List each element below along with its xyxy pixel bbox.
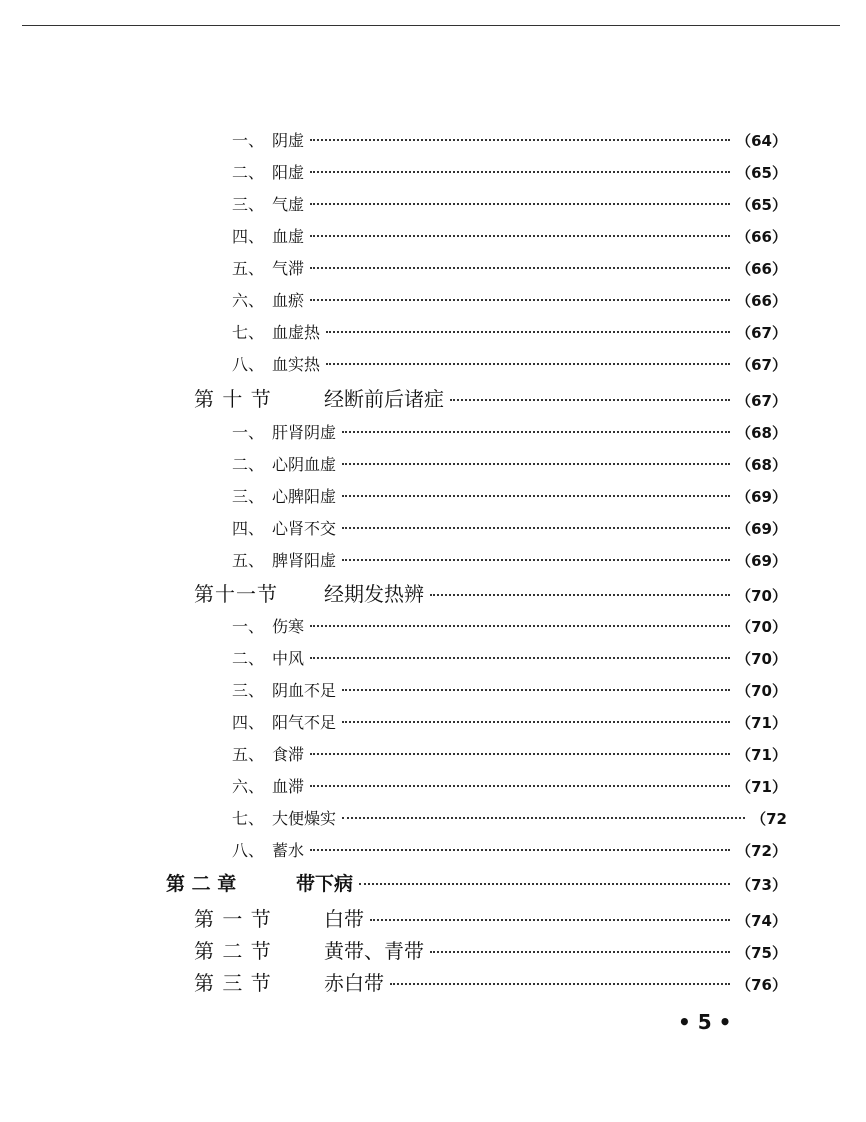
- entry-number: 五、: [232, 745, 265, 764]
- entry-page: （76）: [736, 976, 787, 994]
- entry-page: （73）: [736, 876, 787, 894]
- entry-title: 肝肾阴虚: [272, 423, 337, 442]
- entry-page: （72: [751, 810, 787, 828]
- toc-entry: [232, 320, 787, 343]
- section-title: 经断前后诸症: [324, 387, 444, 411]
- dot-leader: [310, 235, 730, 237]
- dot-leader: [342, 463, 730, 465]
- entry-page: （71）: [736, 778, 787, 796]
- dot-leader: [430, 951, 730, 953]
- entry-number: 六、: [232, 291, 265, 310]
- chapter-number: 第 二 章: [166, 873, 237, 895]
- section-number: 第 一 节: [194, 907, 272, 931]
- dot-leader: [310, 753, 730, 755]
- section-title: 黄带、青带: [324, 939, 424, 963]
- section-title: 赤白带: [324, 971, 384, 995]
- dot-leader: [310, 657, 730, 659]
- dot-leader: [342, 817, 745, 819]
- entry-number: 五、: [232, 551, 265, 570]
- toc-entry: [232, 838, 787, 861]
- entry-title: 血滞: [272, 777, 305, 796]
- entry-number: 七、: [232, 809, 265, 828]
- entry-page: （67）: [736, 392, 787, 410]
- entry-title: 大便燥实: [272, 809, 337, 828]
- entry-title: 气滞: [272, 259, 305, 278]
- toc-entry: [232, 742, 787, 765]
- entry-number: 二、: [232, 455, 265, 474]
- entry-number: 四、: [232, 519, 265, 538]
- entry-page: （69）: [736, 552, 787, 570]
- entry-page: （74）: [736, 912, 787, 930]
- toc-entry: [232, 128, 787, 151]
- entry-number: 八、: [232, 355, 265, 374]
- section-number: 第 十 节: [194, 387, 272, 411]
- toc-entry: [232, 352, 787, 375]
- dot-leader: [342, 721, 730, 723]
- section-title: 经期发热辨: [324, 582, 424, 606]
- dot-leader: [310, 267, 730, 269]
- dot-leader: [310, 203, 730, 205]
- toc-entry: [232, 452, 787, 475]
- toc-entry: [232, 516, 787, 539]
- dot-leader: [310, 139, 730, 141]
- entry-number: 六、: [232, 777, 265, 796]
- entry-title: 阴虚: [272, 131, 305, 150]
- toc-entry: [232, 420, 787, 443]
- toc-entry: [232, 256, 787, 279]
- toc-entry: [232, 160, 787, 183]
- entry-number: 三、: [232, 681, 265, 700]
- dot-leader: [342, 431, 730, 433]
- entry-number: 八、: [232, 841, 265, 860]
- toc-entry: [232, 774, 787, 797]
- entry-page: （64）: [736, 132, 787, 150]
- dot-leader: [326, 363, 730, 365]
- entry-number: 七、: [232, 323, 265, 342]
- entry-title: 伤寒: [272, 617, 305, 636]
- entry-number: 四、: [232, 713, 265, 732]
- entry-page: （70）: [736, 650, 787, 668]
- toc-section: [194, 383, 787, 412]
- toc-section: [194, 967, 787, 996]
- entry-page: （67）: [736, 324, 787, 342]
- section-number: 第 三 节: [194, 971, 272, 995]
- entry-title: 心肾不交: [272, 519, 337, 538]
- entry-title: 阳气不足: [272, 713, 337, 732]
- section-number: 第十一节: [194, 582, 278, 606]
- entry-page: （70）: [736, 618, 787, 636]
- toc-entry: [232, 646, 787, 669]
- toc-entry: [232, 484, 787, 507]
- dot-leader: [326, 331, 730, 333]
- entry-page: （65）: [736, 164, 787, 182]
- entry-number: 二、: [232, 163, 265, 182]
- entry-number: 一、: [232, 131, 265, 150]
- entry-page: （66）: [736, 228, 787, 246]
- entry-page: （69）: [736, 488, 787, 506]
- entry-page: （67）: [736, 356, 787, 374]
- entry-title: 血实热: [272, 355, 321, 374]
- toc-entry: [232, 710, 787, 733]
- dot-leader: [310, 299, 730, 301]
- entry-title: 心阴血虚: [272, 455, 337, 474]
- entry-number: 三、: [232, 487, 265, 506]
- toc-entry: [232, 678, 787, 701]
- entry-title: 食滞: [272, 745, 305, 764]
- toc-entry: [232, 288, 787, 311]
- entry-title: 阳虚: [272, 163, 305, 182]
- entry-page: （72）: [736, 842, 787, 860]
- entry-number: 四、: [232, 227, 265, 246]
- entry-title: 气虚: [272, 195, 305, 214]
- dot-leader: [450, 399, 730, 401]
- toc-entry: [232, 224, 787, 247]
- entry-page: （75）: [736, 944, 787, 962]
- dot-leader: [342, 559, 730, 561]
- entry-page: （65）: [736, 196, 787, 214]
- toc-section: [194, 578, 787, 607]
- dot-leader: [342, 495, 730, 497]
- entry-number: 五、: [232, 259, 265, 278]
- entry-page: （66）: [736, 292, 787, 310]
- entry-number: 一、: [232, 423, 265, 442]
- entry-title: 中风: [272, 649, 305, 668]
- dot-leader: [342, 527, 730, 529]
- dot-leader: [430, 594, 730, 596]
- toc-chapter: [166, 869, 787, 896]
- toc-entry: [232, 806, 787, 829]
- entry-title: 阴血不足: [272, 681, 337, 700]
- dot-leader: [310, 625, 730, 627]
- entry-page: （70）: [736, 682, 787, 700]
- entry-title: 血瘀: [272, 291, 305, 310]
- toc-entry: [232, 548, 787, 571]
- entry-page: （68）: [736, 424, 787, 442]
- entry-title: 脾肾阳虚: [272, 551, 337, 570]
- entry-title: 血虚热: [272, 323, 321, 342]
- dot-leader: [370, 919, 730, 921]
- dot-leader: [310, 785, 730, 787]
- toc-entry: [232, 192, 787, 215]
- toc-entry: [232, 614, 787, 637]
- entry-number: 二、: [232, 649, 265, 668]
- chapter-title: 带下病: [296, 873, 354, 895]
- entry-page: （68）: [736, 456, 787, 474]
- dot-leader: [359, 883, 730, 885]
- page-number: • 5 •: [678, 1010, 732, 1034]
- dot-leader: [342, 689, 730, 691]
- dot-leader: [310, 171, 730, 173]
- entry-number: 三、: [232, 195, 265, 214]
- dot-leader: [310, 849, 730, 851]
- entry-page: （71）: [736, 746, 787, 764]
- entry-title: 血虚: [272, 227, 305, 246]
- entry-page: （66）: [736, 260, 787, 278]
- section-number: 第 二 节: [194, 939, 272, 963]
- entry-title: 蓄水: [272, 841, 305, 860]
- entry-page: （69）: [736, 520, 787, 538]
- entry-page: （71）: [736, 714, 787, 732]
- section-title: 白带: [324, 907, 364, 931]
- toc-section: [194, 935, 787, 964]
- dot-leader: [390, 983, 730, 985]
- entry-title: 心脾阳虚: [272, 487, 337, 506]
- toc-section: [194, 903, 787, 932]
- entry-number: 一、: [232, 617, 265, 636]
- entry-page: （70）: [736, 587, 787, 605]
